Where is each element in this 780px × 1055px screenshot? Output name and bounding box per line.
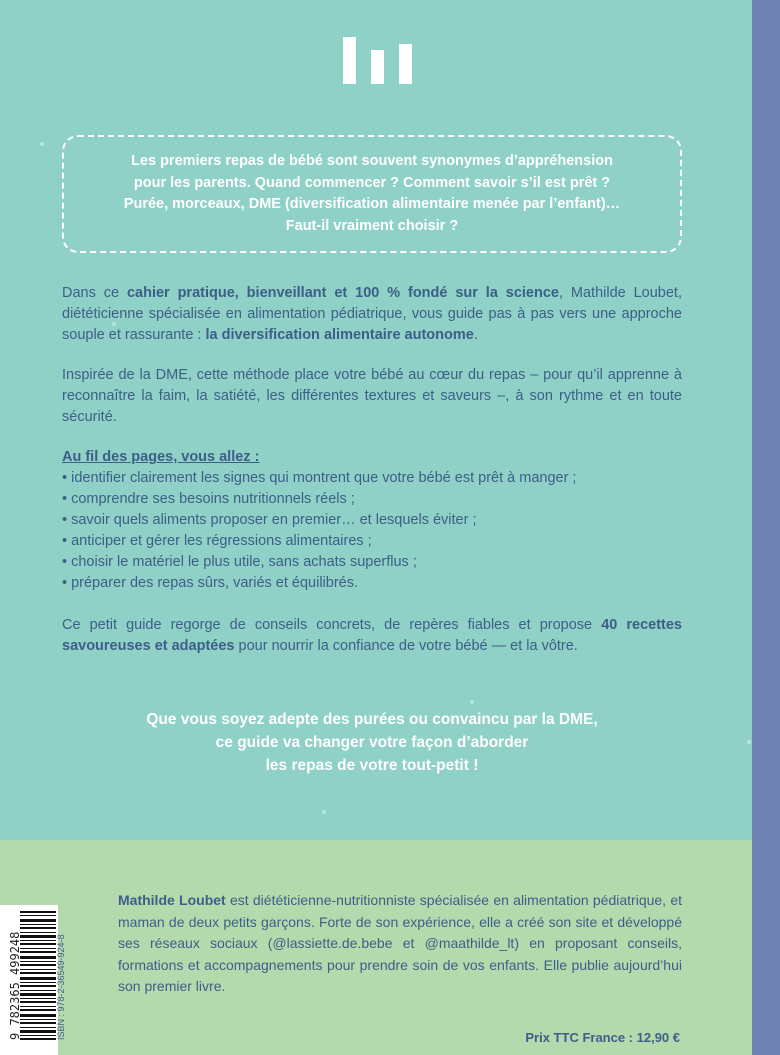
recipes-emphasis: 40 recettes savoureuses et adaptées <box>62 617 682 654</box>
intro-callout-box <box>62 135 682 253</box>
list-item: • anticiper et gérer les régressions alimentaires ; <box>62 533 372 549</box>
texture-speck <box>40 142 44 146</box>
closing-line: ce guide va changer votre façon d’aborder <box>215 734 529 751</box>
benefits-list <box>62 468 682 594</box>
publisher-bars-logo-icon <box>343 37 413 84</box>
barcode-number: 9 782365 499248 <box>8 931 22 1040</box>
texture-speck <box>322 810 326 814</box>
list-item: • choisir le matériel le plus utile, sans achats superflus ; <box>62 554 417 570</box>
price-label: Prix TTC France : 12,90 € <box>525 1030 680 1045</box>
texture-speck <box>747 740 751 744</box>
method-paragraph: Inspirée de la DME, cette méthode place votre bébé au cœur du repas – pour qu’il apprenne à reconnaître la faim, la satiété, les différentes textures et saveurs –, à son rythme et en toute sécurité. <box>62 367 682 425</box>
list-item: • comprendre ses besoins nutritionnels réels ; <box>62 491 355 507</box>
list-item: • identifier clairement les signes qui montrent que votre bébé est prêt à manger ; <box>62 470 577 486</box>
callout-line: Les premiers repas de bébé sont souvent synonymes d’appréhension <box>131 153 613 169</box>
benefits-list-section <box>62 447 682 594</box>
recipes-paragraph: Ce petit guide regorge de conseils concrets, de repères fiables et propose 40 recettes savoureuses et adaptées pour nourrir la confiance de votre bébé — et la vôtre. <box>62 617 682 654</box>
list-item: • préparer des repas sûrs, variés et équilibrés. <box>62 575 359 591</box>
list-item: • savoir quels aliments proposer en premier… et lesquels éviter ; <box>62 512 477 528</box>
callout-line: Purée, morceaux, DME (diversification alimentaire menée par l’enfant)… <box>123 196 621 212</box>
book-spine-edge <box>752 0 780 1055</box>
closing-line: les repas de votre tout-petit ! <box>265 757 479 774</box>
benefits-list-heading: Au fil des pages, vous allez : <box>62 449 260 465</box>
closing-line: Que vous soyez adepte des purées ou convaincu par la DME, <box>146 711 598 728</box>
intro-paragraph: Dans ce cahier pratique, bienveillant et 100 % fondé sur la science, Mathilde Loubet, diététicienne spécialisée en alimentation pédiatrique, vous guide pas à pas vers une approche souple et rassurante : la diversification alimentaire autonome. <box>62 285 682 343</box>
texture-speck <box>470 700 474 704</box>
author-bio: Mathilde Loubet est diététicienne-nutritionniste spécialisée en alimentation pédiatrique, et maman de deux petits garçons. Forte de son expérience, elle a créé son site et développé ses réseaux sociaux (@lassiette.de.bebe et @maathilde_lt) en proposant conseils, formations et accompagnements pour prendre soin de vos enfants. Elle publie aujourd’hui son premier livre. <box>118 892 682 994</box>
isbn-label: ISBN : 978-2-36549-924-8 <box>56 934 66 1040</box>
author-name: Mathilde Loubet <box>118 892 226 908</box>
intro-method-emphasis: la diversification alimentaire autonome <box>205 327 474 343</box>
intro-emphasis: cahier pratique, bienveillant et 100 % fondé sur la science <box>126 285 559 301</box>
closing-statement <box>62 708 682 777</box>
callout-line: Faut-il vraiment choisir ? <box>285 217 459 234</box>
callout-line: pour les parents. Quand commencer ? Comment savoir s’il est prêt ? <box>133 174 611 191</box>
